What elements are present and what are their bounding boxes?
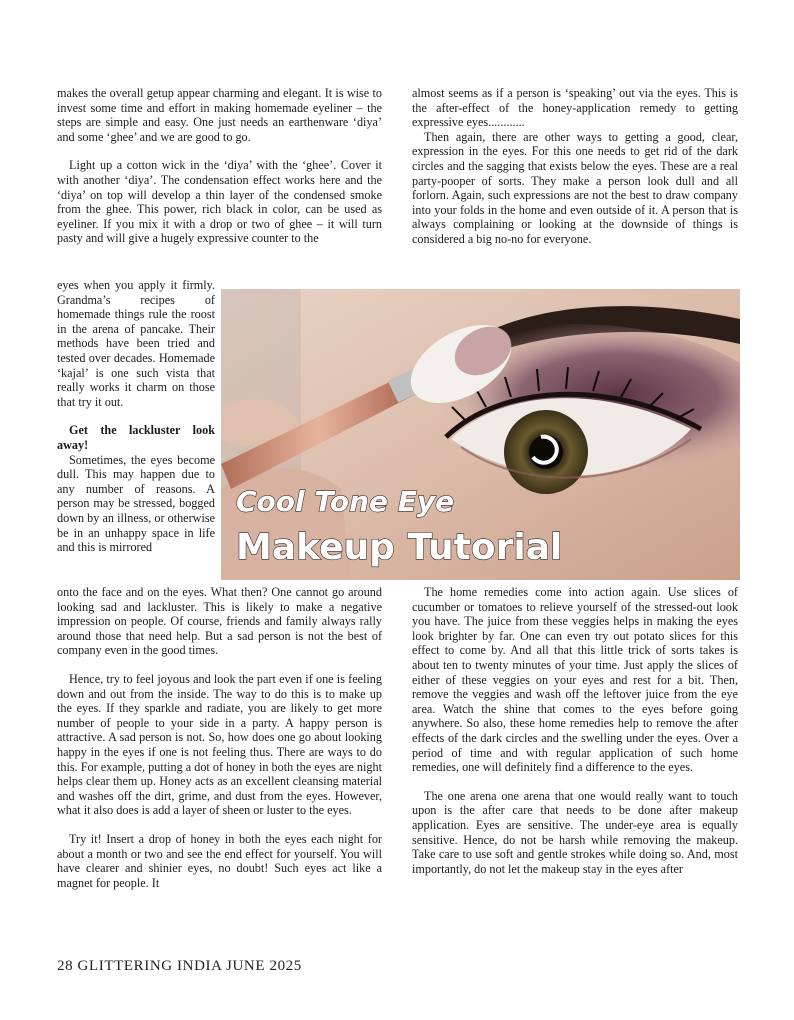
paragraph: Sometimes, the eyes become dull. This may happen due to any number of reasons. A person may be stressed, bogged down by an illness, or otherwise be in an unhappy space in life and this is mirrored — [57, 452, 215, 555]
left-column-top — [57, 86, 382, 246]
paragraph: onto the face and on the eyes. What then? One cannot go around looking sad and lackluster. This is likely to make a negative impression on people. Of course, friends and family always rally around those that need help. But a sad person is not the best of company even in the good times. — [57, 585, 382, 658]
paragraph: Then again, there are other ways to getting a good, clear, expression in the eyes. For this one needs to get rid of the dark circles and the sagging that exists below the eyes. These are a real party-pooper of sorts. They make a person look dull and all forlorn. Again, such expressions are not the best to draw company into your folds in the home and even outside of it. A person that is always complaining or looking at the downside of things is considered a big no-no for everyone. — [412, 129, 738, 246]
left-column-narrow — [57, 278, 215, 555]
eye-makeup-photo — [221, 289, 740, 580]
section-heading: Get the lackluster look away! — [57, 423, 215, 452]
paragraph: The home remedies come into action again. Use slices of cucumber or tomatoes to relieve yourself of the stressed-out look you have. The juice from these veggies helps in making the eyes look brighter by far. One can even try out potato slices for this effect to come by. And all that this little trick of sorts takes is about ten to twenty minutes of your time. Just apply the slices of either of these veggies on your eyes and rest for a bit. Then, remove the veggies and wash off the leftover juice from the eye area. Watch the shine that comes to the eyes before going anywhere. So also, these home remedies help to remove the after effects of the dark circles and the swelling under the eyes. Over a period of time and with regular application of such home remedies, one will definitely find a difference to the eyes. — [412, 585, 738, 775]
paragraph: Light up a cotton wick in the ‘diya’ with the ‘ghee’. Cover it with another ‘diya’. The condensation effect works here and the ‘diya’ on top will develop a thin layer of the condensed smoke from the ghee. This power, rich black in color, can be used as eyeliner. If you mix it with a drop or two of ghee – it will turn pasty and will give a hugely expressive counter to the — [57, 158, 382, 246]
paragraph: makes the overall getup appear charming and elegant. It is wise to invest some time and effort in making homemade eyeliner – the steps are simple and easy. One just needs an earthenware ‘diya’ and some ‘ghee’ and we are good to go. — [57, 86, 382, 144]
right-column-top — [412, 86, 738, 247]
page-footer: 28 GLITTERING INDIA JUNE 2025 — [57, 958, 302, 974]
photo-title-line2: Makeup Tutorial — [236, 527, 563, 568]
paragraph: Hence, try to feel joyous and look the part even if one is feeling down and out from the inside. The way to do this is to make up the eyes. If they sparkle and radiate, you are likely to get more number of people to your side in a party. A happy person is attractive. A sad person is not. So, how does one go about looking happy in the eyes if one is not feeling thus. There are ways to do this. For example, putting a dot of honey in both the eyes are night helps clear them up. Honey acts as an excellent cleansing material and washes off the dirt, grime, and dust from the eyes. However, what it also does is add a layer of sheen or luster to the eyes. — [57, 671, 382, 818]
paragraph: The one arena one arena that one would really want to touch upon is the after care that needs to be done after makeup application. Eyes are sensitive. The under-eye area is equally sensitive. Hence, do not be harsh while removing the makeup. Take care to use soft and gentle strokes while doing so. And, most importantly, do not let the makeup stay in the eyes after — [412, 788, 738, 876]
photo-illustration — [221, 289, 740, 580]
paragraph: almost seems as if a person is ‘speaking’ out via the eyes. This is the after-effect of the honey-application remedy to getting expressive eyes............ — [412, 86, 738, 130]
photo-title-line1: Cool Tone Eye — [236, 485, 455, 518]
right-column-bottom — [412, 585, 738, 876]
paragraph: Try it! Insert a drop of honey in both the eyes each night for about a month or two and see the end effect for yourself. You will have clearer and shinier eyes, no doubt! Such eyes act like a magnet for people. It — [57, 831, 382, 890]
paragraph: eyes when you apply it firmly. Grandma’s recipes of homemade things rule the roost in the arena of pancake. Their methods have been tried and tested over decades. Homemade ‘kajal’ is one such vista that really works it charm on those that try it out. — [57, 278, 215, 409]
left-column-bottom — [57, 585, 382, 890]
